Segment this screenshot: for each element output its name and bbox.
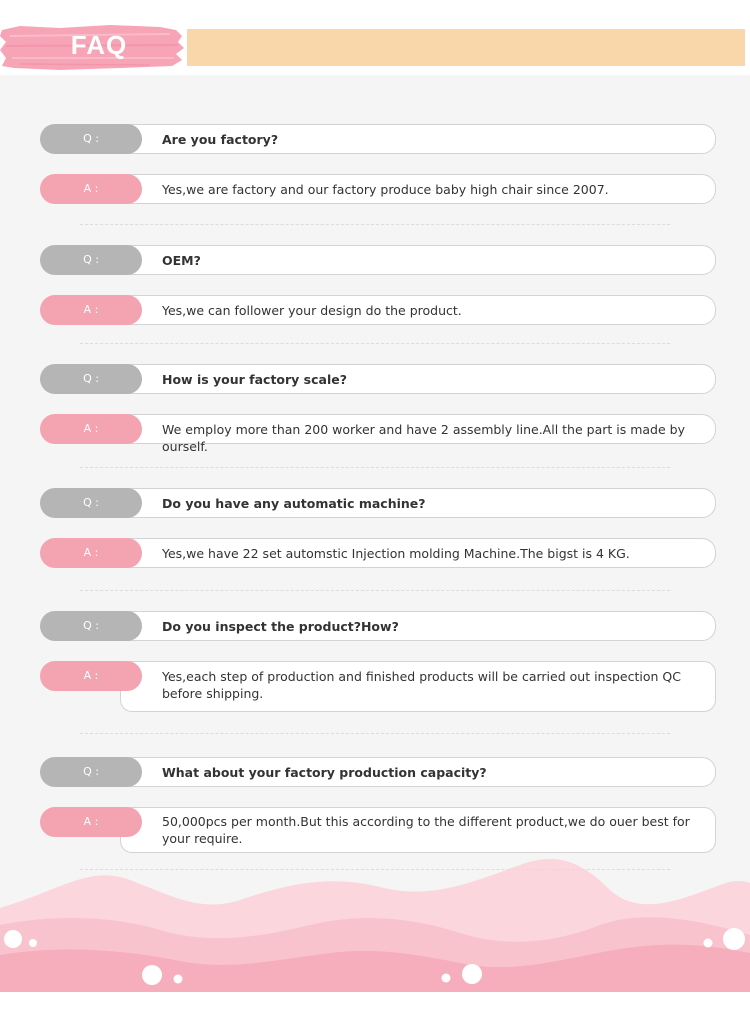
divider bbox=[80, 467, 670, 468]
bottom-strip bbox=[0, 992, 750, 1026]
answer-row bbox=[40, 661, 716, 712]
faq-item bbox=[40, 245, 716, 325]
divider bbox=[80, 733, 670, 734]
answer-badge: A : bbox=[40, 295, 142, 325]
question-row bbox=[40, 245, 716, 275]
answer-badge: A : bbox=[40, 661, 142, 691]
question-text: What about your factory production capacity? bbox=[162, 765, 487, 780]
answer-row bbox=[40, 295, 716, 325]
faq-item bbox=[40, 124, 716, 204]
question-text: Do you have any automatic machine? bbox=[162, 496, 426, 511]
header-accent-bar bbox=[187, 29, 745, 66]
page-title: FAQ bbox=[70, 30, 128, 60]
answer-text: Yes,we are factory and our factory produce baby high chair since 2007. bbox=[162, 182, 609, 197]
question-row bbox=[40, 124, 716, 154]
question-text: How is your factory scale? bbox=[162, 372, 347, 387]
question-text: Do you inspect the product?How? bbox=[162, 619, 399, 634]
answer-badge: A : bbox=[40, 538, 142, 568]
question-row bbox=[40, 488, 716, 518]
answer-text: Yes,each step of production and finished products will be carried out inspection QC before shipping. bbox=[162, 669, 681, 701]
question-row bbox=[40, 757, 716, 787]
question-badge: Q : bbox=[40, 611, 142, 641]
divider bbox=[80, 590, 670, 591]
answer-row bbox=[40, 414, 716, 454]
question-row bbox=[40, 364, 716, 394]
question-text: Are you factory? bbox=[162, 132, 279, 147]
answer-text: 50,000pcs per month.But this according to the different product,we do ouer best for your require. bbox=[162, 814, 690, 846]
answer-badge: A : bbox=[40, 414, 142, 444]
answer-row bbox=[40, 174, 716, 204]
answer-badge: A : bbox=[40, 174, 142, 204]
answer-row bbox=[40, 807, 716, 853]
question-badge: Q : bbox=[40, 245, 142, 275]
faq-item bbox=[40, 611, 716, 712]
faq-item bbox=[40, 364, 716, 454]
question-row bbox=[40, 611, 716, 641]
faq-item bbox=[40, 757, 716, 853]
faq-item bbox=[40, 488, 716, 568]
answer-text: We employ more than 200 worker and have 2 assembly line.All the part is made by ourself. bbox=[162, 422, 685, 454]
answer-text: Yes,we have 22 set automstic Injection molding Machine.The bigst is 4 KG. bbox=[162, 546, 630, 561]
question-badge: Q : bbox=[40, 488, 142, 518]
question-text: OEM? bbox=[162, 253, 201, 268]
header bbox=[0, 0, 750, 75]
answer-badge: A : bbox=[40, 807, 142, 837]
question-badge: Q : bbox=[40, 124, 142, 154]
answer-text: Yes,we can follower your design do the product. bbox=[162, 303, 462, 318]
divider bbox=[80, 343, 670, 344]
divider bbox=[80, 869, 670, 870]
divider bbox=[80, 224, 670, 225]
question-badge: Q : bbox=[40, 364, 142, 394]
answer-row bbox=[40, 538, 716, 568]
question-badge: Q : bbox=[40, 757, 142, 787]
